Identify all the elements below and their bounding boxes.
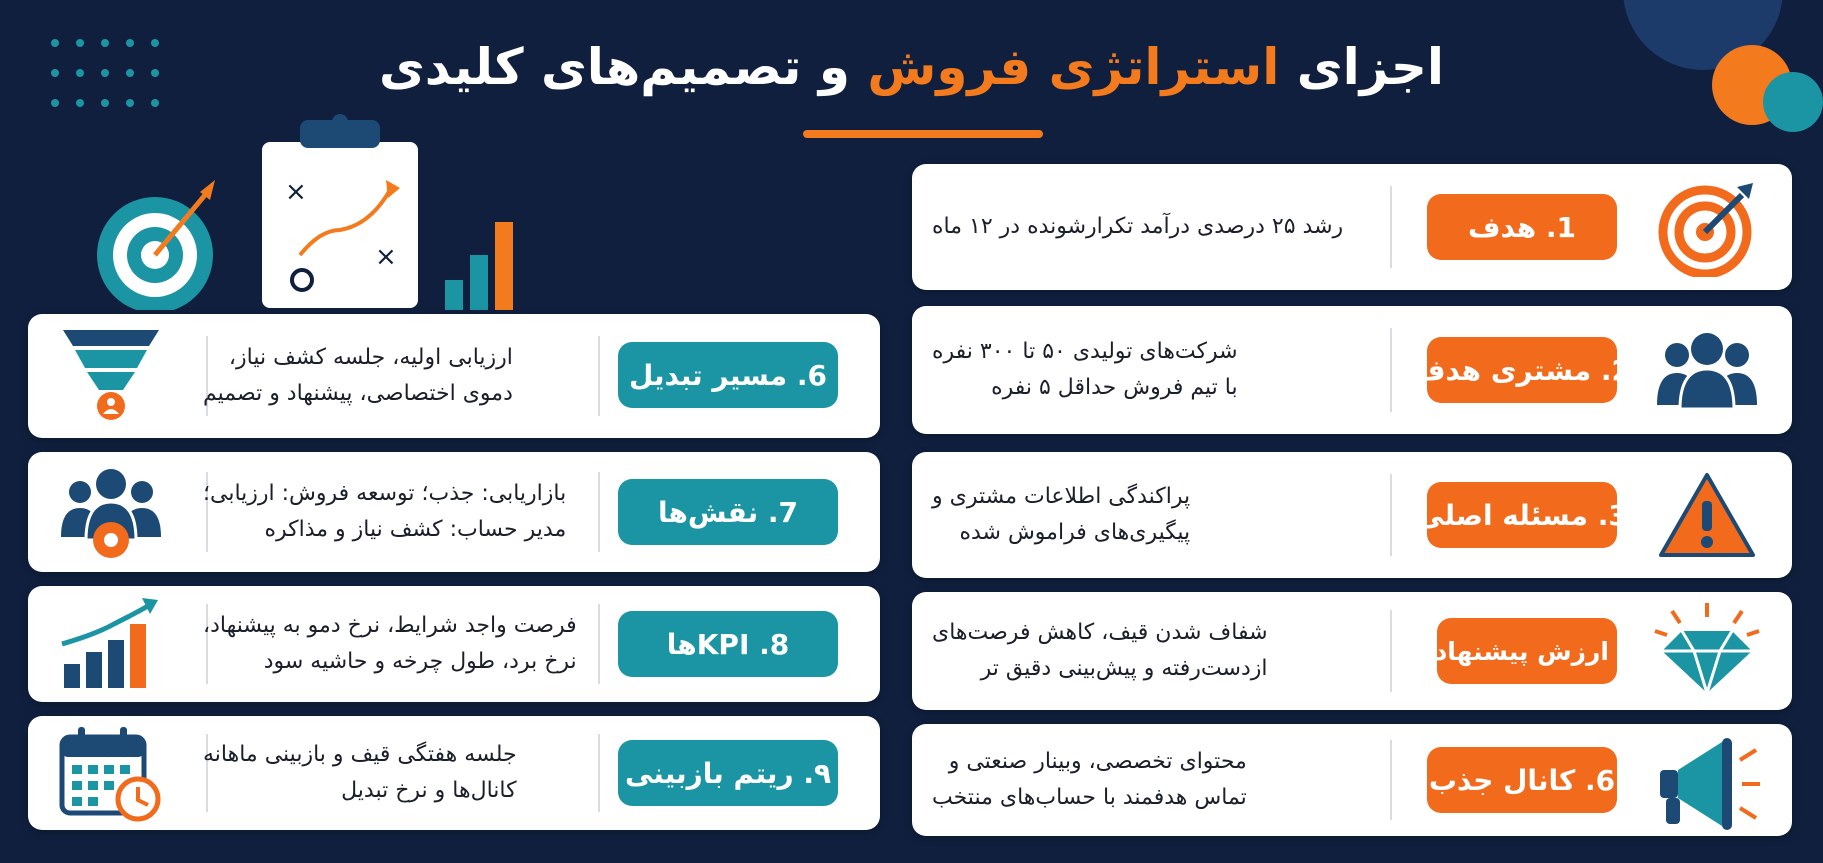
card-conversion-path	[28, 314, 880, 438]
diamond-icon	[1652, 601, 1762, 701]
main-problem-label: 3. مسئله اصلی	[1427, 482, 1617, 548]
growth-chart-icon	[56, 594, 166, 694]
divider	[598, 472, 600, 552]
card-acquisition-channel	[912, 724, 1792, 836]
card-review-rhythm	[28, 716, 880, 830]
acquisition-channel-text: محتوای تخصصی، وبینار صنعتی و تماس هدفمند با حساب‌های منتخب	[932, 749, 1247, 810]
card-target-customer	[912, 306, 1792, 434]
divider	[1390, 328, 1392, 412]
funnel-icon	[56, 326, 166, 426]
divider	[1390, 610, 1392, 692]
card-kpis	[28, 586, 880, 702]
svg-text:×: ×	[375, 242, 397, 272]
bar-chart-icon	[445, 222, 513, 310]
target-customer-label: 2. مشتری هدف	[1427, 337, 1617, 403]
conversion-path-text: ارزیابی اولیه، جلسه کشف نیاز، دموی اختصاصی، پیشنهاد و تصمیم	[203, 345, 513, 406]
divider	[1390, 740, 1392, 820]
goal-text: رشد ۲۵ درصدی درآمد تکرارشونده در ۱۲ ماه	[932, 214, 1344, 239]
svg-text:×: ×	[285, 177, 307, 207]
card-goal	[912, 164, 1792, 290]
title-underline	[803, 130, 1043, 138]
divider	[598, 336, 600, 416]
megaphone-icon	[1652, 730, 1762, 830]
review-rhythm-label: ۹. ریتم بازبینی	[618, 740, 838, 806]
people-icon	[1652, 320, 1762, 420]
clipboard-icon	[260, 114, 420, 310]
team-gear-icon	[56, 462, 166, 562]
divider	[598, 604, 600, 684]
page-title: اجزای استراتژی فروش و تصمیم‌های کلیدی	[378, 38, 1445, 96]
target-icon	[1652, 177, 1762, 277]
hero-target-icon	[97, 180, 215, 310]
warning-icon	[1652, 465, 1762, 565]
main-problem-text: پراکندگی اطلاعات مشتری و پیگیری‌های فراموش شده	[932, 484, 1191, 545]
roles-label: 7. نقش‌ها	[618, 479, 838, 545]
target-customer-text: شرکت‌های تولیدی ۵۰ تا ۳۰۰ نفره با تیم فروش حداقل ۵ نفره	[932, 339, 1238, 400]
divider	[598, 734, 600, 812]
value-proposition-label: ۴. ارزش پیشنهادی	[1437, 618, 1617, 684]
divider	[1390, 474, 1392, 556]
card-value-proposition	[912, 592, 1792, 710]
kpis-text: فرصت واجد شرایط، نرخ دمو به پیشنهاد، نرخ برد، طول چرخه و حاشیه سود	[203, 613, 577, 674]
card-roles	[28, 452, 880, 572]
review-rhythm-text: جلسه هفتگی قیف و بازبینی ماهانه کانال‌ها و نرخ تبدیل	[203, 742, 517, 803]
hero-illustration	[90, 110, 540, 310]
kpis-label: 8. KPIها	[618, 611, 838, 677]
goal-label: 1. هدف	[1427, 194, 1617, 260]
divider	[1390, 186, 1392, 268]
value-proposition-text: شفاف شدن قیف، کاهش فرصت‌های ازدست‌رفته و پیش‌بینی دقیق تر	[932, 620, 1268, 681]
acquisition-channel-label: 6. کانال جذب	[1427, 747, 1617, 813]
calendar-clock-icon	[56, 723, 166, 823]
roles-text: بازاریابی: جذب؛ توسعه فروش: ارزیابی؛ مدیر حساب: کشف نیاز و مذاکره	[203, 481, 567, 542]
conversion-path-label: 6. مسیر تبدیل	[618, 342, 838, 408]
card-main-problem	[912, 452, 1792, 578]
